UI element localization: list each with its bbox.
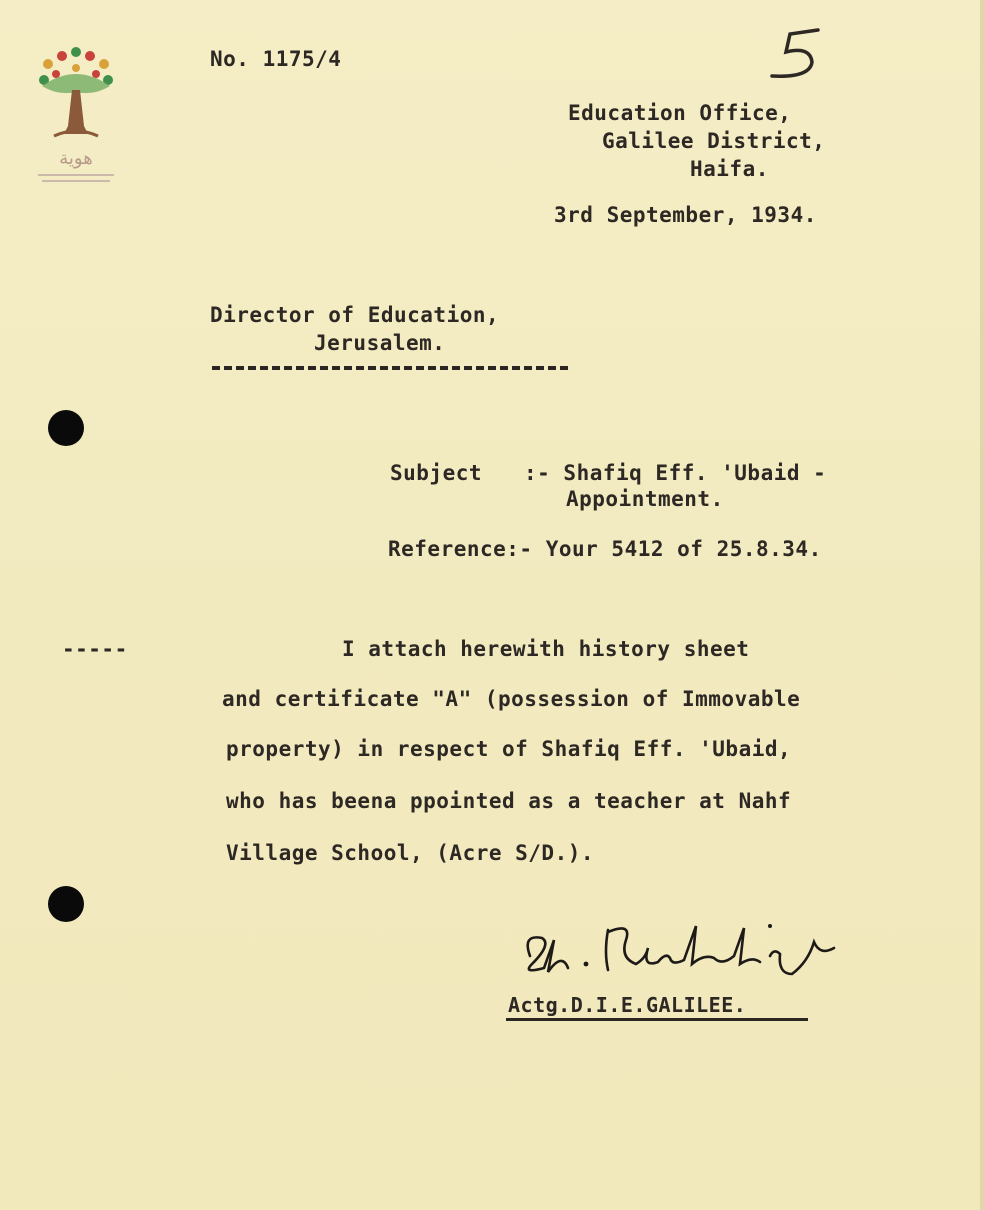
sender-line-1: Education Office, [568,101,792,125]
letter-date: 3rd September, 1934. [554,203,817,227]
recipient-line-1: Director of Education, [210,303,500,327]
subject-label: Subject [390,461,483,485]
signature-underline [506,1018,808,1021]
page-edge [980,0,984,1210]
subject-line-1: :- Shafiq Eff. 'Ubaid - [524,461,827,485]
signature-title: Actg.D.I.E.GALILEE. [508,993,747,1017]
tree-logo [34,46,118,206]
body-line-3: property) in respect of Shafiq Eff. 'Ubaid, [226,737,792,761]
sender-line-3: Haifa. [690,157,769,181]
sender-line-2: Galilee District, [602,129,826,153]
body-line-4: who has beena ppointed as a teacher at Nahf [226,789,792,813]
punch-hole-bottom [48,886,84,922]
recipient-line-2: Jerusalem. [314,331,446,355]
punch-hole-top [48,410,84,446]
handwritten-page-number [760,22,830,82]
body-line-5: Village School, (Acre S/D.). [226,841,595,865]
body-line-1: I attach herewith history sheet [342,637,750,661]
svg-text:هوية: هوية [59,148,93,169]
recipient-underline [212,366,568,370]
body-line-2: and certificate "A" (possession of Immovable [222,687,801,711]
reference-number: No. 1175/4 [210,47,342,71]
reference-line: Reference:- Your 5412 of 25.8.34. [388,537,822,561]
margin-dash: ----- [62,637,128,661]
handwritten-signature [508,912,848,988]
subject-line-2: Appointment. [566,487,724,511]
